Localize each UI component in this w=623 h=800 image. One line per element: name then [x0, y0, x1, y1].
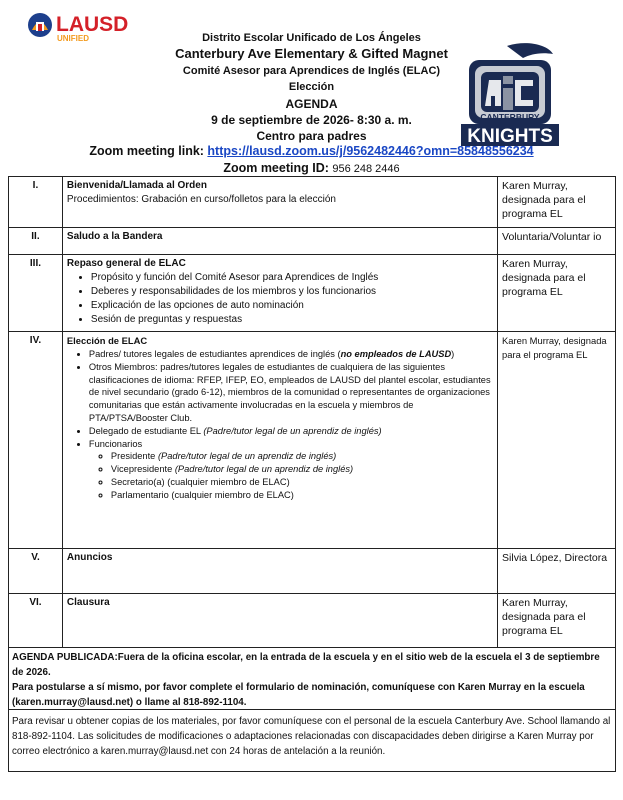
item-body — [62, 332, 497, 549]
officer-role: Parlamentario — [110, 489, 172, 500]
agenda-row — [9, 332, 616, 549]
bullet-text: Funcionarios — [88, 438, 143, 449]
officer-note: (cualquier miembro de ELAC) — [171, 489, 294, 500]
agenda-table — [8, 176, 616, 648]
officer-item — [111, 463, 493, 476]
list-item — [89, 348, 493, 361]
item-bullets — [91, 271, 493, 327]
zoom-link-line — [0, 143, 623, 160]
nomination-text: Para postularse a sí mismo, por favor complete el formulario de nominación, comuníquese con Karen Murray en la escuela (karen.murray@lausd.net) o llame al 818-892-1104. — [12, 682, 585, 708]
item-bullets — [89, 348, 493, 502]
item-presenter: Karen Murray, designada para el programa EL — [498, 177, 616, 228]
agenda-row — [9, 255, 616, 332]
agenda-row — [9, 228, 616, 255]
meeting-place: Centro para padres — [256, 129, 367, 144]
item-number: I. — [9, 177, 63, 228]
list-item: • Deberes y responsabilidades de los miembros y los funcionarios — [91, 285, 493, 299]
item-title: Elección de ELAC — [66, 335, 148, 346]
zoom-link-label: Zoom meeting link: — [89, 144, 208, 158]
item-title: Bienvenida/Llamada al Orden — [66, 180, 207, 191]
officer-note: (cualquier miembro de ELAC) — [167, 476, 290, 487]
publication-notice — [8, 647, 616, 710]
mascot-top-text: CANTERBURY — [480, 112, 540, 122]
list-item — [89, 425, 493, 438]
materials-notice — [8, 709, 616, 772]
officer-list — [111, 450, 493, 501]
item-title: Anuncios — [66, 552, 113, 563]
agenda-row — [9, 594, 616, 648]
item-body — [62, 549, 497, 594]
agenda-title: AGENDA — [285, 96, 338, 111]
item-number: VI. — [9, 594, 63, 648]
item-presenter: Karen Murray, designada para el programa EL — [498, 594, 616, 648]
published-text: AGENDA PUBLICADA:Fuera de la oficina escolar, en la entrada de la escuela y en el sitio web de la escuela el 3 de septiembre de 2026. — [12, 652, 600, 678]
officer-role: Secretario(a) — [110, 476, 168, 487]
item-body — [62, 228, 497, 255]
committee-name: Comité Asesor para Aprendices de Inglés (ELAC) — [182, 64, 441, 77]
list-item: • Propósito y función del Comité Asesor para Aprendices de Inglés — [91, 271, 493, 285]
item-number: II. — [9, 228, 63, 255]
officer-note: (Padre/tutor legal de un aprendiz de inglés) — [174, 464, 354, 475]
meeting-date: 9 de septiembre de 2026- 8:30 a. m. — [211, 113, 412, 128]
district-name: Distrito Escolar Unificado de Los Ángeles — [202, 32, 421, 44]
item-presenter: Karen Murray, designada para el programa EL — [498, 332, 616, 549]
bullet-text: Padres/ tutores legales de estudiantes aprendices de inglés ( — [88, 349, 341, 359]
zoom-link[interactable]: https://lausd.zoom.us/j/9562482446?omn=85848556234 — [207, 144, 534, 158]
bullet-emphasis: (Padre/tutor legal de un aprendiz de inglés) — [203, 425, 382, 436]
item-title: Clausura — [66, 597, 110, 608]
item-text: Procedimientos: Grabación en curso/folletos para la elección — [66, 194, 336, 205]
logo-text: LAUSD — [56, 13, 129, 36]
item-number: IV. — [9, 332, 63, 549]
meeting-type: Elección — [288, 81, 335, 94]
item-title: Repaso general de ELAC — [66, 258, 186, 269]
item-body — [62, 594, 497, 648]
bullet-text: Delegado de estudiante EL — [88, 425, 204, 436]
document-header — [0, 30, 623, 145]
zoom-id: 956 248 2446 — [332, 163, 400, 175]
list-item: • Sesión de preguntas y respuestas — [91, 313, 493, 327]
list-item: • Explicación de las opciones de auto nominación — [91, 299, 493, 313]
item-body — [62, 255, 497, 332]
zoom-id-label: Zoom meeting ID: — [223, 161, 333, 175]
officer-item — [111, 489, 493, 502]
mascot-bottom-text: KNIGHTS — [467, 126, 553, 147]
officer-item — [111, 450, 493, 463]
bullet-emphasis: no empleados de LAUSD — [340, 349, 452, 359]
list-item — [89, 438, 493, 502]
item-title: Saludo a la Bandera — [66, 231, 163, 242]
officer-role: Vicepresidente — [110, 464, 175, 475]
agenda-row — [9, 177, 616, 228]
logo-subtext: UNIFIED — [57, 34, 89, 43]
officer-item — [111, 476, 493, 489]
agenda-row — [9, 549, 616, 594]
item-presenter: Karen Murray, designada para el programa EL — [498, 255, 616, 332]
item-presenter: Silvia López, Directora — [498, 549, 616, 594]
item-body — [62, 177, 497, 228]
list-item: • Otros Miembros: padres/tutores legales de estudiantes de cualquiera de las siguientes clasificaciones de idioma: RFEP, IFEP, EO, empleados de LAUSD del plantel escolar, estudiantes de nivel secundario (grado 6-12), miembros de la comunidad o representantes de organizaciones comunitarias que están activamente involucradas en la escuela y miembros de PTA/PTSA/Booster Club. — [89, 361, 493, 425]
officer-role: Presidente — [110, 451, 158, 462]
materials-text: Para revisar u obtener copias de los materiales, por favor comuníquese con el personal de la escuela Canterbury Ave. School llamando al 818-892-1104. Las solicitudes de modificaciones o adaptaciones relacionadas con discapacidades deben dirigirse a Karen Murray por correo electrónico a karen.murray@lausd.net con 24 horas de antelación a la reunión. — [12, 716, 611, 757]
item-number: V. — [9, 549, 63, 594]
item-presenter: Voluntaria/Voluntar io — [498, 228, 616, 255]
bullet-text-end: ) — [451, 349, 455, 359]
school-name: Canterbury Ave Elementary & Gifted Magnet — [175, 46, 448, 62]
officer-note: (Padre/tutor legal de un aprendiz de inglés) — [157, 451, 337, 462]
item-number: III. — [9, 255, 63, 332]
